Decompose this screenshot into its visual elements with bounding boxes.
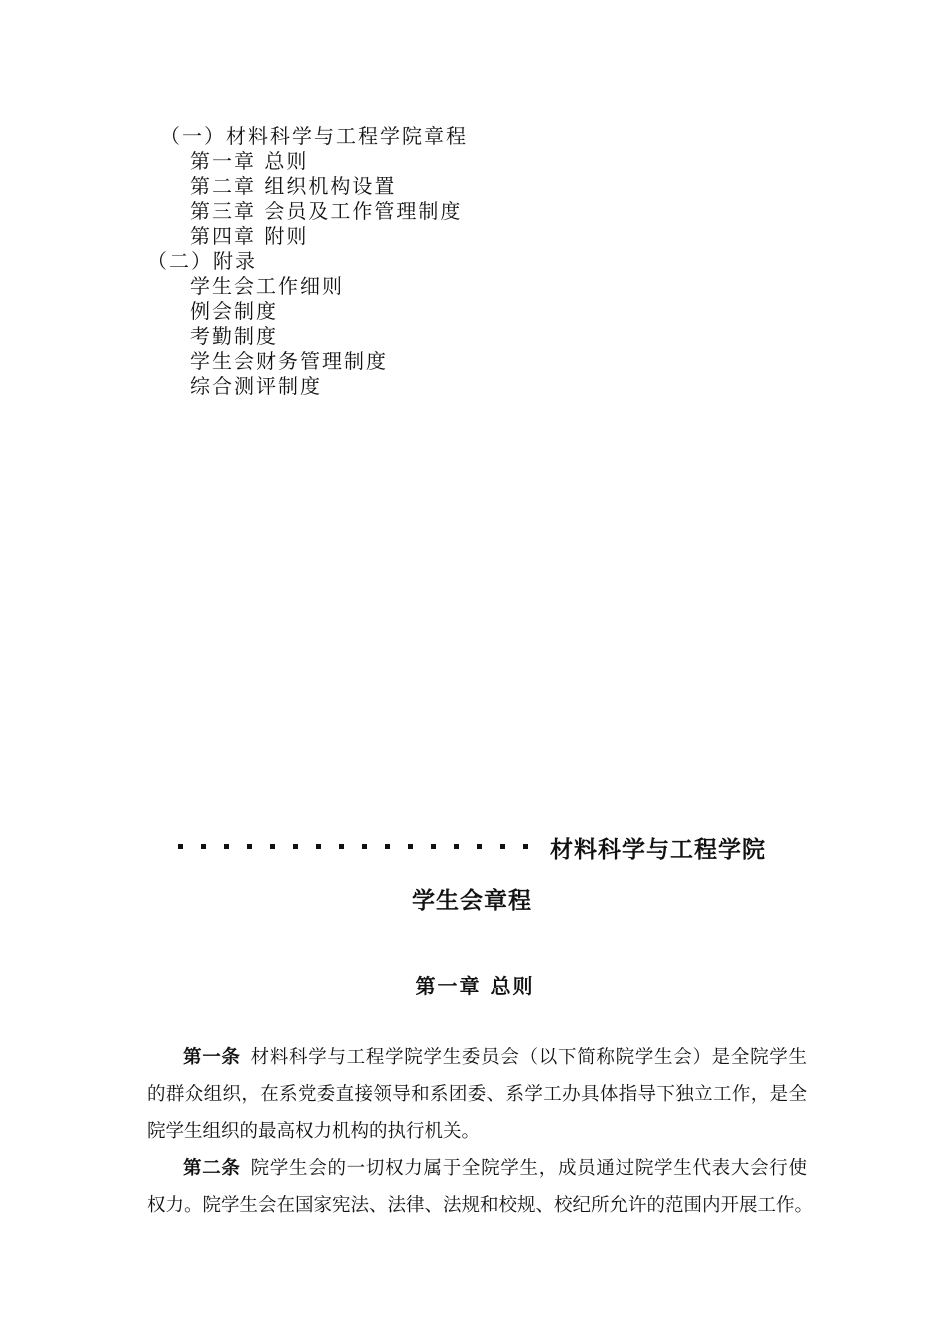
article2-line1 [183,1157,807,1181]
chapter-heading: 第一章 总则 [415,974,535,998]
toc-chapter4: 第四章 附则 [190,224,309,248]
leader-dots [174,833,544,859]
toc-appendix-item: 例会制度 [190,299,278,323]
document-title-line2: 学生会章程 [412,888,532,914]
article1-line1 [183,1046,807,1070]
article1-text-line3: 院学生组织的最高权力机构的执行机关。 [147,1121,481,1142]
document-title-line1: 材料科学与工程学院 [550,837,766,863]
toc-appendix-item: 学生会财务管理制度 [190,349,388,373]
article1-text-line1: 材料科学与工程学院学生委员会（以下简称院学生会）是全院学生 [250,1047,807,1068]
article2-text-line1: 院学生会的一切权力属于全院学生，成员通过院学生代表大会行使 [250,1158,807,1179]
article1-label: 第一条 [183,1047,241,1068]
toc-appendix-item: 学生会工作细则 [190,274,344,298]
toc-appendix-item: 综合测评制度 [190,374,322,398]
toc-section1-title: （一）材料科学与工程学院章程 [160,124,468,148]
article2-label: 第二条 [183,1158,241,1179]
toc-chapter1: 第一章 总则 [190,149,309,173]
toc-section2-title: （二）附录 [147,249,257,273]
toc-chapter3: 第三章 会员及工作管理制度 [190,199,463,223]
article1-text-line2: 的群众组织，在系党委直接领导和系团委、系学工办具体指导下独立工作，是全 [147,1084,807,1105]
toc-chapter2: 第二章 组织机构设置 [190,174,397,198]
article2-text-line2: 权力。院学生会在国家宪法、法律、法规和校规、校纪所允许的范围内开展工作。 [147,1195,814,1216]
toc-appendix-item: 考勤制度 [190,324,278,348]
